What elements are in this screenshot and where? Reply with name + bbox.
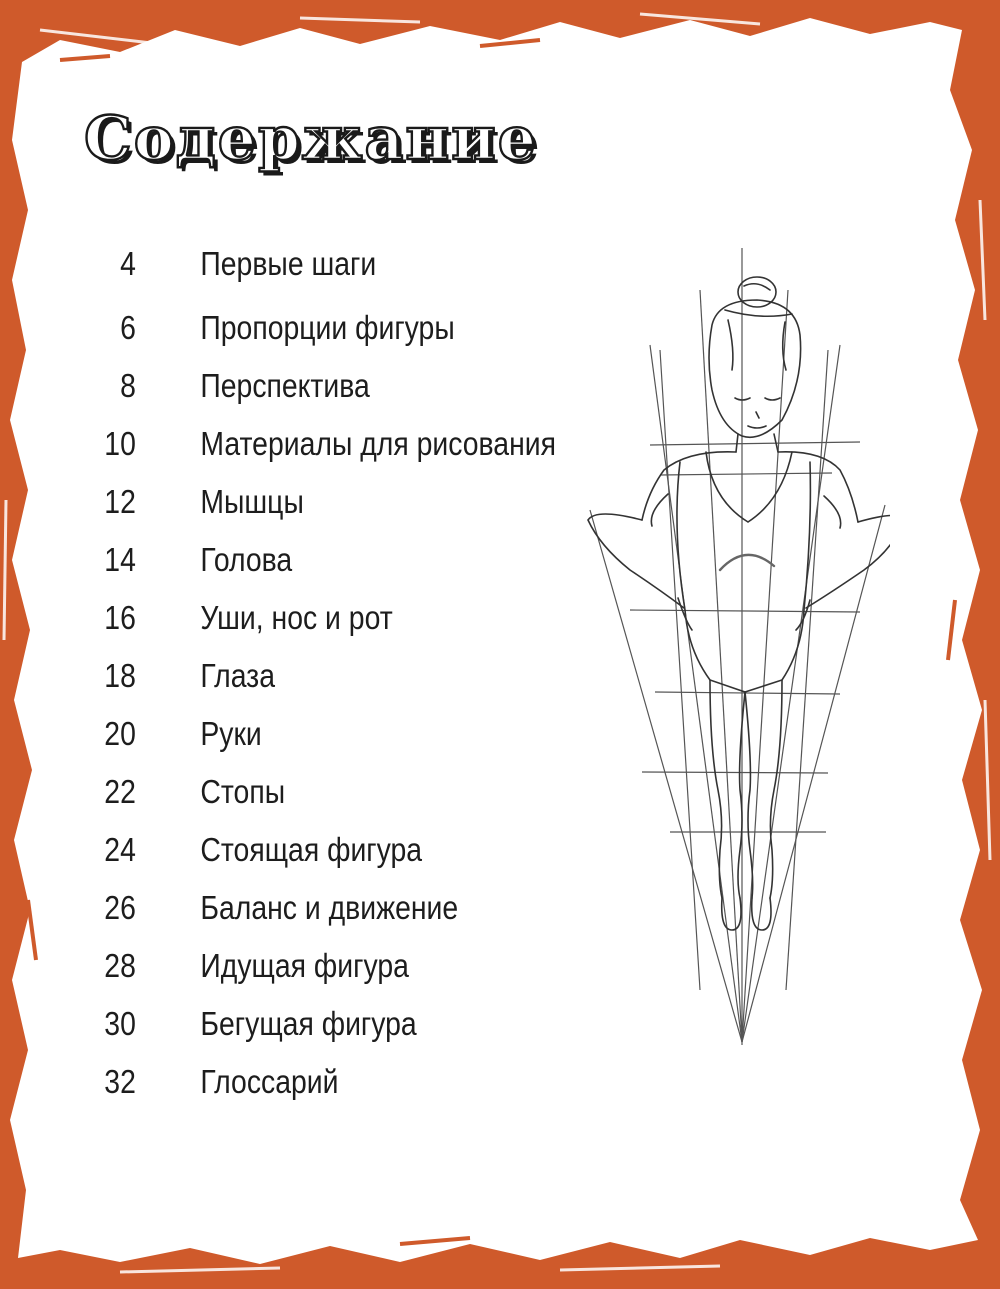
page-title: Содержание (84, 104, 538, 174)
toc-page-number: 32 (104, 1063, 136, 1100)
toc-entry[interactable] (0, 884, 516, 932)
toc-entry[interactable] (0, 942, 516, 990)
toc-title: Голова (200, 541, 293, 578)
toc-entry[interactable] (0, 652, 516, 700)
toc-entry[interactable] (0, 710, 516, 758)
toc-entry[interactable] (0, 1058, 516, 1106)
toc-title: Материалы для рисования (200, 425, 556, 462)
toc-entry[interactable] (0, 826, 516, 874)
toc-entry[interactable] (0, 478, 516, 526)
toc-entry[interactable] (0, 594, 516, 642)
toc-title: Стоящая фигура (200, 831, 423, 868)
toc-page-number: 16 (104, 599, 136, 636)
toc-page-number: 22 (104, 773, 136, 810)
toc-title: Пропорции фигуры (200, 309, 455, 346)
toc-entry[interactable] (0, 768, 516, 816)
toc-entry[interactable] (0, 304, 516, 352)
toc-page-number: 20 (104, 715, 136, 752)
toc-title: Бегущая фигура (200, 1005, 417, 1042)
toc-entry[interactable] (0, 362, 516, 410)
toc-page-number: 4 (120, 245, 136, 282)
toc-title: Уши, нос и рот (200, 599, 393, 636)
toc-page-number: 18 (104, 657, 136, 694)
toc-page-number: 26 (104, 889, 136, 926)
toc-page-number: 8 (120, 367, 136, 404)
toc-page-number: 12 (104, 483, 136, 520)
toc-title: Перспектива (200, 367, 370, 404)
toc-page-number: 10 (104, 425, 136, 462)
toc-title: Глоссарий (200, 1063, 339, 1100)
toc-title: Баланс и движение (200, 889, 459, 926)
toc-page-number: 6 (120, 309, 136, 346)
toc-page-number: 24 (104, 831, 136, 868)
toc-title: Мышцы (200, 483, 304, 520)
toc-page-number: 14 (104, 541, 136, 578)
toc-title: Глаза (200, 657, 275, 694)
toc-entry[interactable] (0, 240, 516, 288)
toc-entry[interactable] (0, 420, 556, 468)
toc-title: Идущая фигура (200, 947, 409, 984)
toc-title: Первые шаги (200, 245, 377, 282)
toc-entry[interactable] (0, 1000, 516, 1048)
toc-page-number: 30 (104, 1005, 136, 1042)
toc-title: Стопы (200, 773, 286, 810)
toc-page-number: 28 (104, 947, 136, 984)
toc-title: Руки (200, 715, 262, 752)
toc-entry[interactable] (0, 536, 516, 584)
